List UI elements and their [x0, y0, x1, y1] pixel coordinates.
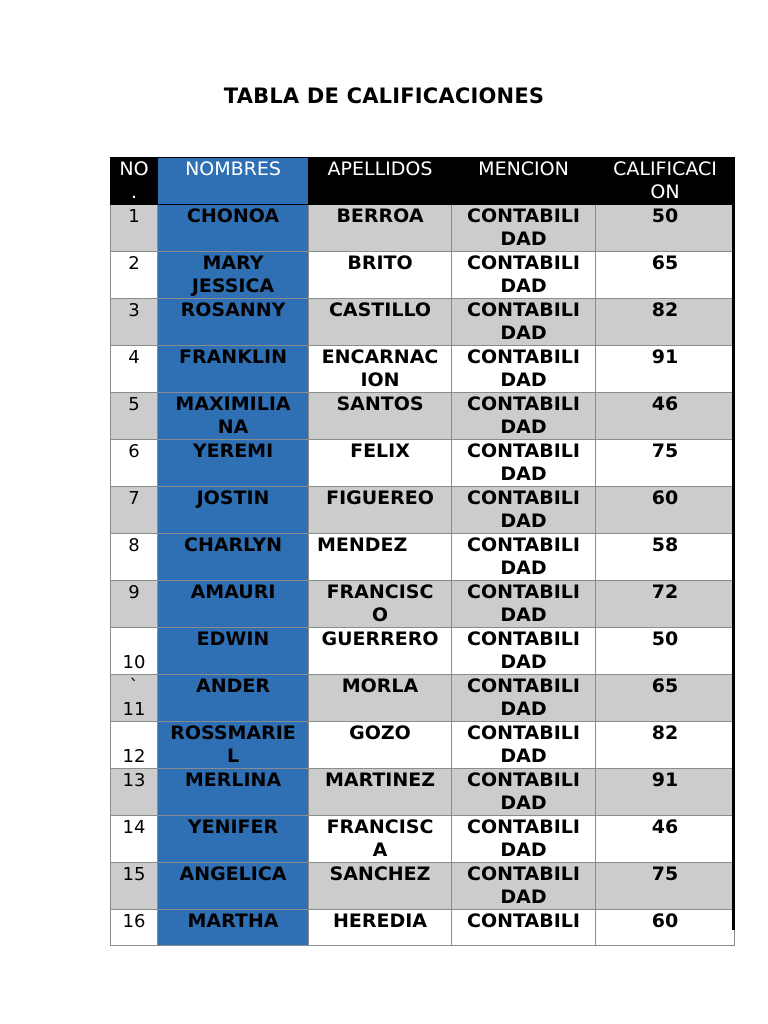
row-number-cell: 4 — [111, 346, 158, 393]
calificacion-cell: 72 — [596, 581, 735, 628]
calificacion-cell: 58 — [596, 534, 735, 581]
nombre-cell: ANDER — [158, 675, 309, 722]
mencion-cell: CONTABILI DAD — [452, 346, 596, 393]
mencion-cell: CONTABILI DAD — [452, 534, 596, 581]
mencion-cell: CONTABILI DAD — [452, 252, 596, 299]
row-number-cell: 8 — [111, 534, 158, 581]
nombre-cell: ROSSMARIE L — [158, 722, 309, 769]
table-row — [111, 910, 735, 946]
header-apellidos: APELLIDOS — [309, 158, 452, 205]
row-number-cell: ` 11 — [111, 675, 158, 722]
mencion-cell: CONTABILI DAD — [452, 816, 596, 863]
mencion-cell: CONTABILI — [452, 910, 596, 946]
mencion-cell: CONTABILI DAD — [452, 487, 596, 534]
apellido-cell: MORLA — [309, 675, 452, 722]
nombre-cell: YEREMI — [158, 440, 309, 487]
row-number-cell: 10 — [111, 628, 158, 675]
calificacion-cell: 65 — [596, 675, 735, 722]
nombre-cell: CHARLYN — [158, 534, 309, 581]
row-number-cell: 3 — [111, 299, 158, 346]
row-number-cell: 15 — [111, 863, 158, 910]
nombre-cell: AMAURI — [158, 581, 309, 628]
table-row — [111, 487, 735, 534]
row-number-cell: 6 — [111, 440, 158, 487]
mencion-cell: CONTABILI DAD — [452, 769, 596, 816]
table-row — [111, 581, 735, 628]
apellido-cell: FRANCISC A — [309, 816, 452, 863]
table-row — [111, 346, 735, 393]
table-row — [111, 252, 735, 299]
calificacion-cell: 91 — [596, 769, 735, 816]
apellido-cell: FRANCISC O — [309, 581, 452, 628]
table-row — [111, 440, 735, 487]
nombre-cell: EDWIN — [158, 628, 309, 675]
nombre-cell: MARTHA — [158, 910, 309, 946]
calificacion-cell: 46 — [596, 816, 735, 863]
table-row — [111, 299, 735, 346]
apellido-cell: MARTINEZ — [309, 769, 452, 816]
nombre-cell: ANGELICA — [158, 863, 309, 910]
apellido-cell: FIGUEREO — [309, 487, 452, 534]
page-title: TABLA DE CALIFICACIONES — [223, 84, 545, 108]
calificacion-cell: 50 — [596, 205, 735, 252]
apellido-cell: FELIX — [309, 440, 452, 487]
grades-table — [110, 157, 735, 946]
mencion-cell: CONTABILI DAD — [452, 299, 596, 346]
row-number-cell: 2 — [111, 252, 158, 299]
row-number-cell: 16 — [111, 910, 158, 946]
nombre-cell: FRANKLIN — [158, 346, 309, 393]
nombre-cell: MAXIMILIA NA — [158, 393, 309, 440]
row-number-cell: 13 — [111, 769, 158, 816]
nombre-cell: YENIFER — [158, 816, 309, 863]
apellido-cell: SANTOS — [309, 393, 452, 440]
calificacion-cell: 82 — [596, 299, 735, 346]
calificacion-cell: 60 — [596, 910, 735, 946]
table-row — [111, 393, 735, 440]
apellido-cell: GOZO — [309, 722, 452, 769]
calificacion-cell: 91 — [596, 346, 735, 393]
table-row — [111, 863, 735, 910]
table-row — [111, 816, 735, 863]
nombre-cell: JOSTIN — [158, 487, 309, 534]
mencion-cell: CONTABILI DAD — [452, 628, 596, 675]
apellido-cell: MENDEZ — [309, 534, 452, 581]
calificacion-cell: 50 — [596, 628, 735, 675]
nombre-cell: ROSANNY — [158, 299, 309, 346]
nombre-cell: CHONOA — [158, 205, 309, 252]
nombre-cell: MARY JESSICA — [158, 252, 309, 299]
table-header-row — [111, 158, 735, 205]
table-row — [111, 628, 735, 675]
table-row — [111, 675, 735, 722]
calificacion-cell: 65 — [596, 252, 735, 299]
apellido-cell: ENCARNAC ION — [309, 346, 452, 393]
header-nombres: NOMBRES — [158, 158, 309, 205]
table-row — [111, 534, 735, 581]
calificacion-cell: 60 — [596, 487, 735, 534]
header-mencion: MENCION — [452, 158, 596, 205]
calificacion-cell: 46 — [596, 393, 735, 440]
table-row — [111, 769, 735, 816]
mencion-cell: CONTABILI DAD — [452, 440, 596, 487]
apellido-cell: GUERRERO — [309, 628, 452, 675]
row-number-cell: 12 — [111, 722, 158, 769]
table-row — [111, 205, 735, 252]
header-no: NO . — [111, 158, 158, 205]
row-number-cell: 9 — [111, 581, 158, 628]
row-number-cell: 5 — [111, 393, 158, 440]
apellido-cell: SANCHEZ — [309, 863, 452, 910]
table-row — [111, 722, 735, 769]
mencion-cell: CONTABILI DAD — [452, 863, 596, 910]
row-number-cell: 14 — [111, 816, 158, 863]
table-right-border — [732, 157, 735, 930]
mencion-cell: CONTABILI DAD — [452, 205, 596, 252]
apellido-cell: BERROA — [309, 205, 452, 252]
mencion-cell: CONTABILI DAD — [452, 393, 596, 440]
calificacion-cell: 75 — [596, 863, 735, 910]
mencion-cell: CONTABILI DAD — [452, 722, 596, 769]
calificacion-cell: 75 — [596, 440, 735, 487]
header-calificacion: CALIFICACI ON — [596, 158, 735, 205]
apellido-cell: CASTILLO — [309, 299, 452, 346]
row-number-cell: 1 — [111, 205, 158, 252]
mencion-cell: CONTABILI DAD — [452, 581, 596, 628]
row-number-cell: 7 — [111, 487, 158, 534]
mencion-cell: CONTABILI DAD — [452, 675, 596, 722]
apellido-cell: HEREDIA — [309, 910, 452, 946]
calificacion-cell: 82 — [596, 722, 735, 769]
apellido-cell: BRITO — [309, 252, 452, 299]
nombre-cell: MERLINA — [158, 769, 309, 816]
